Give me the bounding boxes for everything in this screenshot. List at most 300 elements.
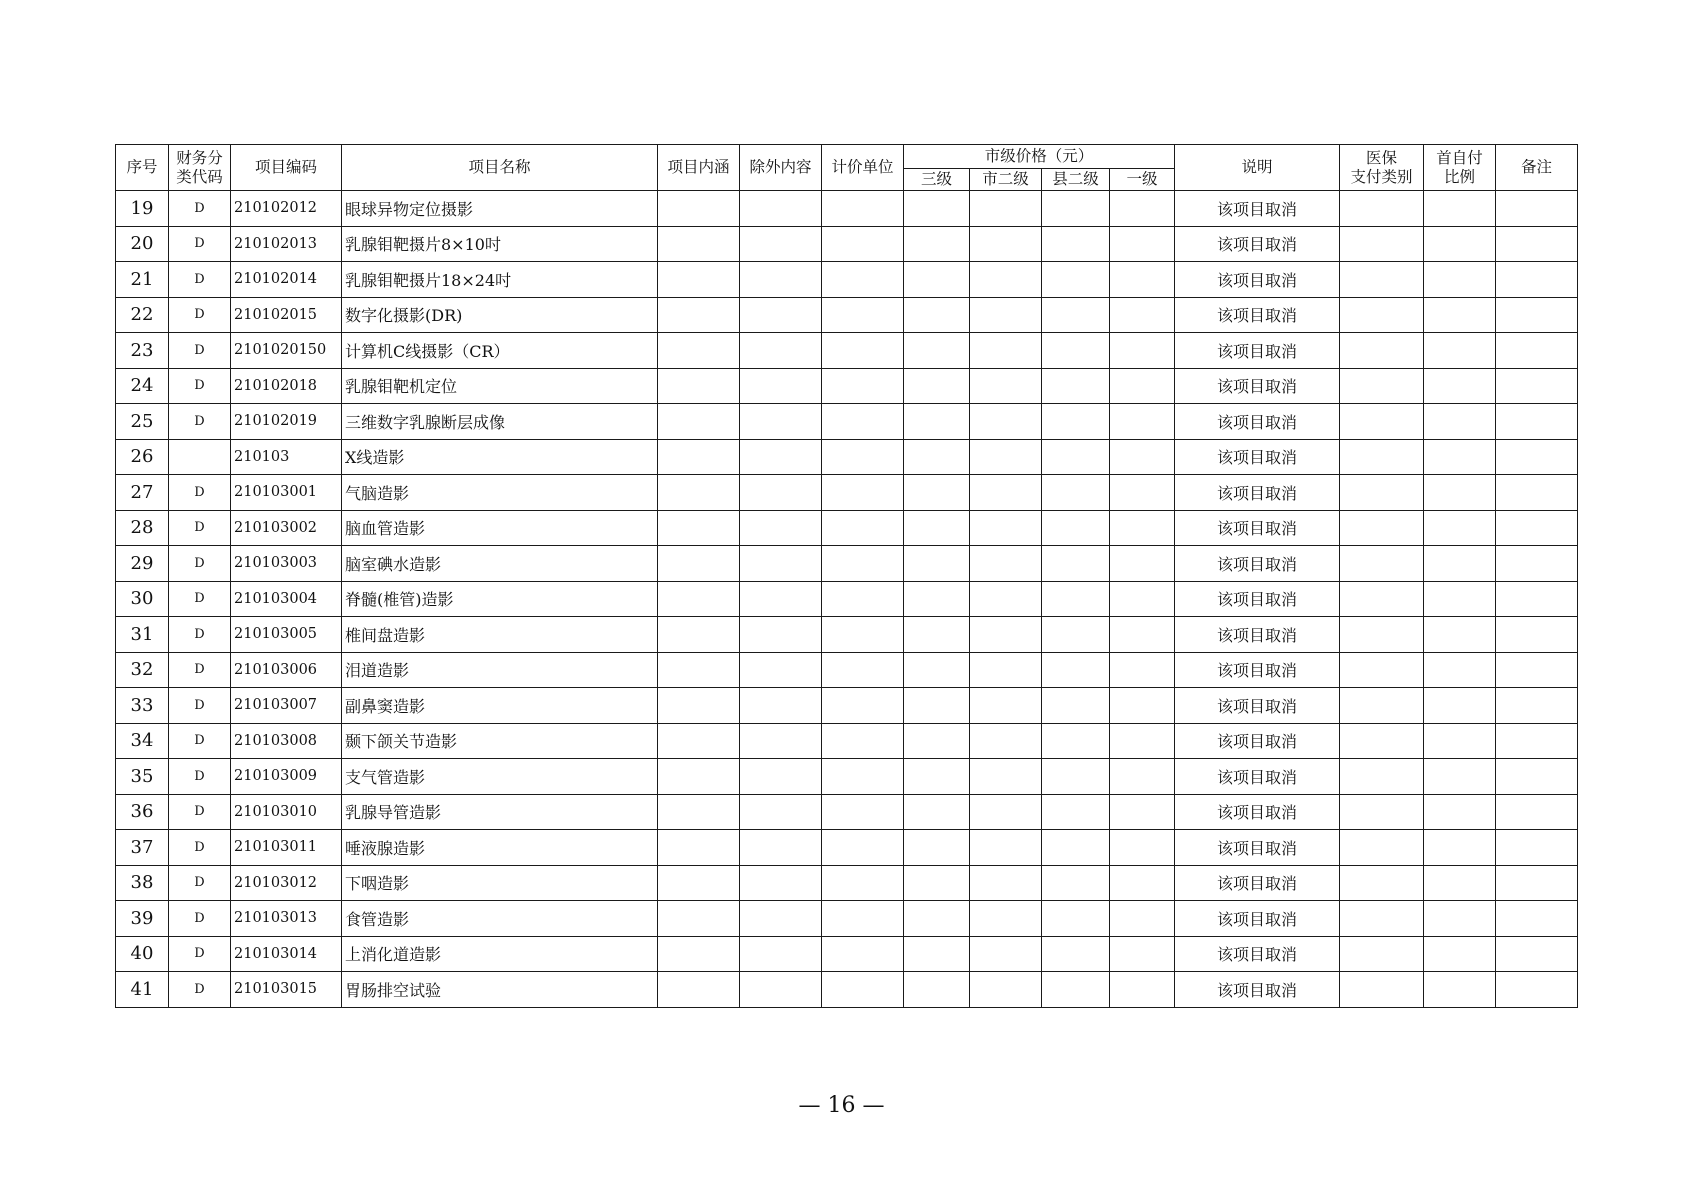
cell-price-city-2 xyxy=(970,404,1042,440)
cell-connotation xyxy=(658,901,740,937)
cell-price-level-1 xyxy=(1110,439,1175,475)
cell-connotation xyxy=(658,546,740,582)
cell-insurance xyxy=(1340,972,1424,1008)
cell-unit xyxy=(822,510,904,546)
cell-self-pay xyxy=(1424,617,1496,653)
header-insurance-line2: 支付类别 xyxy=(1350,167,1413,186)
cell-remarks xyxy=(1496,723,1578,759)
cell-insurance xyxy=(1340,368,1424,404)
cell-item-name: 乳腺钼靶摄片18×24吋 xyxy=(342,262,658,298)
cell-fin-code: D xyxy=(169,901,231,937)
cell-price-level-1 xyxy=(1110,688,1175,724)
cell-item-code: 210103001 xyxy=(231,475,342,511)
cell-item-code: 210102019 xyxy=(231,404,342,440)
cell-price-city-2 xyxy=(970,475,1042,511)
cell-fin-code: D xyxy=(169,617,231,653)
cell-description: 该项目取消 xyxy=(1175,475,1340,511)
cell-price-level-1 xyxy=(1110,972,1175,1008)
cell-price-city-2 xyxy=(970,191,1042,227)
cell-connotation xyxy=(658,191,740,227)
cell-insurance xyxy=(1340,226,1424,262)
cell-unit xyxy=(822,972,904,1008)
cell-fin-code: D xyxy=(169,865,231,901)
cell-item-code: 210103008 xyxy=(231,723,342,759)
cell-unit xyxy=(822,439,904,475)
cell-remarks xyxy=(1496,404,1578,440)
header-price-level-1: 一级 xyxy=(1110,169,1175,191)
cell-excluded xyxy=(740,972,822,1008)
cell-self-pay xyxy=(1424,723,1496,759)
cell-item-name: 脑血管造影 xyxy=(342,510,658,546)
cell-price-level-1 xyxy=(1110,759,1175,795)
cell-price-level-1 xyxy=(1110,830,1175,866)
header-price-county-2: 县二级 xyxy=(1042,169,1110,191)
cell-price-level-1 xyxy=(1110,475,1175,511)
cell-price-city-2 xyxy=(970,510,1042,546)
cell-seq: 21 xyxy=(116,262,169,298)
cell-item-code: 210102015 xyxy=(231,297,342,333)
cell-price-county-2 xyxy=(1042,617,1110,653)
cell-description: 该项目取消 xyxy=(1175,226,1340,262)
cell-fin-code: D xyxy=(169,368,231,404)
cell-unit xyxy=(822,297,904,333)
table-row xyxy=(116,262,1578,298)
cell-excluded xyxy=(740,191,822,227)
cell-connotation xyxy=(658,723,740,759)
cell-price-county-2 xyxy=(1042,581,1110,617)
cell-seq: 23 xyxy=(116,333,169,369)
cell-seq: 22 xyxy=(116,297,169,333)
cell-price-level-3 xyxy=(904,297,970,333)
cell-item-code: 210103010 xyxy=(231,794,342,830)
cell-price-level-3 xyxy=(904,794,970,830)
cell-description: 该项目取消 xyxy=(1175,297,1340,333)
cell-insurance xyxy=(1340,830,1424,866)
cell-item-code: 210103002 xyxy=(231,510,342,546)
cell-self-pay xyxy=(1424,297,1496,333)
cell-item-name: 乳腺导管造影 xyxy=(342,794,658,830)
cell-self-pay xyxy=(1424,972,1496,1008)
cell-unit xyxy=(822,475,904,511)
cell-price-county-2 xyxy=(1042,546,1110,582)
cell-excluded xyxy=(740,262,822,298)
cell-description: 该项目取消 xyxy=(1175,439,1340,475)
cell-description: 该项目取消 xyxy=(1175,617,1340,653)
cell-connotation xyxy=(658,865,740,901)
cell-remarks xyxy=(1496,333,1578,369)
cell-price-county-2 xyxy=(1042,475,1110,511)
cell-price-city-2 xyxy=(970,652,1042,688)
cell-connotation xyxy=(658,439,740,475)
cell-price-city-2 xyxy=(970,688,1042,724)
cell-price-city-2 xyxy=(970,226,1042,262)
cell-item-name: 气脑造影 xyxy=(342,475,658,511)
cell-fin-code xyxy=(169,439,231,475)
cell-self-pay xyxy=(1424,794,1496,830)
cell-description: 该项目取消 xyxy=(1175,581,1340,617)
cell-price-level-3 xyxy=(904,191,970,227)
cell-self-pay xyxy=(1424,368,1496,404)
cell-price-level-3 xyxy=(904,404,970,440)
cell-item-name: 副鼻窦造影 xyxy=(342,688,658,724)
cell-remarks xyxy=(1496,688,1578,724)
cell-connotation xyxy=(658,404,740,440)
cell-description: 该项目取消 xyxy=(1175,830,1340,866)
cell-price-county-2 xyxy=(1042,333,1110,369)
cell-price-level-1 xyxy=(1110,617,1175,653)
cell-description: 该项目取消 xyxy=(1175,972,1340,1008)
header-seq: 序号 xyxy=(116,145,169,191)
cell-insurance xyxy=(1340,688,1424,724)
cell-remarks xyxy=(1496,297,1578,333)
cell-self-pay xyxy=(1424,404,1496,440)
cell-self-pay xyxy=(1424,333,1496,369)
cell-connotation xyxy=(658,475,740,511)
cell-price-city-2 xyxy=(970,972,1042,1008)
cell-excluded xyxy=(740,759,822,795)
cell-unit xyxy=(822,688,904,724)
header-fin-code-line2: 类代码 xyxy=(176,167,223,186)
cell-self-pay xyxy=(1424,262,1496,298)
cell-fin-code: D xyxy=(169,759,231,795)
cell-price-city-2 xyxy=(970,546,1042,582)
cell-excluded xyxy=(740,297,822,333)
cell-price-county-2 xyxy=(1042,794,1110,830)
cell-seq: 25 xyxy=(116,404,169,440)
cell-insurance xyxy=(1340,404,1424,440)
cell-remarks xyxy=(1496,510,1578,546)
cell-price-city-2 xyxy=(970,936,1042,972)
cell-unit xyxy=(822,404,904,440)
cell-remarks xyxy=(1496,546,1578,582)
cell-description: 该项目取消 xyxy=(1175,333,1340,369)
cell-fin-code: D xyxy=(169,652,231,688)
cell-price-city-2 xyxy=(970,617,1042,653)
cell-seq: 30 xyxy=(116,581,169,617)
cell-unit xyxy=(822,759,904,795)
cell-fin-code: D xyxy=(169,936,231,972)
cell-fin-code: D xyxy=(169,297,231,333)
cell-insurance xyxy=(1340,936,1424,972)
cell-price-city-2 xyxy=(970,439,1042,475)
cell-seq: 24 xyxy=(116,368,169,404)
cell-item-name: 三维数字乳腺断层成像 xyxy=(342,404,658,440)
cell-item-code: 210103009 xyxy=(231,759,342,795)
cell-connotation xyxy=(658,333,740,369)
cell-price-city-2 xyxy=(970,333,1042,369)
cell-seq: 33 xyxy=(116,688,169,724)
cell-insurance xyxy=(1340,759,1424,795)
cell-price-city-2 xyxy=(970,723,1042,759)
table-row xyxy=(116,439,1578,475)
cell-insurance xyxy=(1340,723,1424,759)
cell-price-level-1 xyxy=(1110,936,1175,972)
cell-excluded xyxy=(740,510,822,546)
header-excluded: 除外内容 xyxy=(740,145,822,191)
cell-connotation xyxy=(658,830,740,866)
cell-unit xyxy=(822,794,904,830)
cell-self-pay xyxy=(1424,546,1496,582)
cell-item-name: 乳腺钼靶机定位 xyxy=(342,368,658,404)
cell-price-level-3 xyxy=(904,901,970,937)
cell-unit xyxy=(822,617,904,653)
cell-item-name: 脑室碘水造影 xyxy=(342,546,658,582)
cell-price-level-3 xyxy=(904,368,970,404)
cell-description: 该项目取消 xyxy=(1175,510,1340,546)
cell-unit xyxy=(822,226,904,262)
cell-seq: 34 xyxy=(116,723,169,759)
cell-description: 该项目取消 xyxy=(1175,936,1340,972)
cell-price-city-2 xyxy=(970,830,1042,866)
cell-price-level-3 xyxy=(904,439,970,475)
header-unit: 计价单位 xyxy=(822,145,904,191)
cell-seq: 19 xyxy=(116,191,169,227)
cell-price-level-1 xyxy=(1110,404,1175,440)
cell-price-city-2 xyxy=(970,297,1042,333)
cell-item-code: 2101020150 xyxy=(231,333,342,369)
cell-price-level-3 xyxy=(904,475,970,511)
table-row xyxy=(116,830,1578,866)
cell-remarks xyxy=(1496,581,1578,617)
cell-fin-code: D xyxy=(169,830,231,866)
cell-unit xyxy=(822,865,904,901)
cell-item-name: 食管造影 xyxy=(342,901,658,937)
cell-seq: 35 xyxy=(116,759,169,795)
cell-fin-code: D xyxy=(169,723,231,759)
cell-price-level-3 xyxy=(904,830,970,866)
header-price-city-2: 市二级 xyxy=(970,169,1042,191)
cell-seq: 26 xyxy=(116,439,169,475)
cell-item-code: 210103012 xyxy=(231,865,342,901)
cell-fin-code: D xyxy=(169,794,231,830)
cell-price-county-2 xyxy=(1042,759,1110,795)
cell-connotation xyxy=(658,972,740,1008)
cell-self-pay xyxy=(1424,226,1496,262)
cell-description: 该项目取消 xyxy=(1175,901,1340,937)
cell-seq: 37 xyxy=(116,830,169,866)
cell-price-level-3 xyxy=(904,333,970,369)
table-row xyxy=(116,972,1578,1008)
cell-price-city-2 xyxy=(970,262,1042,298)
cell-item-name: X线造影 xyxy=(342,439,658,475)
table-row xyxy=(116,333,1578,369)
table-row xyxy=(116,652,1578,688)
cell-price-level-1 xyxy=(1110,546,1175,582)
table-row xyxy=(116,759,1578,795)
cell-remarks xyxy=(1496,439,1578,475)
cell-self-pay xyxy=(1424,652,1496,688)
cell-seq: 40 xyxy=(116,936,169,972)
cell-fin-code: D xyxy=(169,546,231,582)
cell-description: 该项目取消 xyxy=(1175,652,1340,688)
cell-price-level-3 xyxy=(904,723,970,759)
cell-description: 该项目取消 xyxy=(1175,865,1340,901)
cell-excluded xyxy=(740,865,822,901)
page-number: — 16 — xyxy=(798,1093,885,1118)
cell-price-level-3 xyxy=(904,972,970,1008)
cell-insurance xyxy=(1340,262,1424,298)
cell-excluded xyxy=(740,226,822,262)
cell-seq: 41 xyxy=(116,972,169,1008)
cell-price-county-2 xyxy=(1042,723,1110,759)
cell-price-county-2 xyxy=(1042,688,1110,724)
cell-seq: 39 xyxy=(116,901,169,937)
cell-item-code: 210103007 xyxy=(231,688,342,724)
cell-unit xyxy=(822,262,904,298)
cell-price-county-2 xyxy=(1042,404,1110,440)
cell-remarks xyxy=(1496,226,1578,262)
cell-insurance xyxy=(1340,794,1424,830)
cell-price-level-1 xyxy=(1110,368,1175,404)
cell-excluded xyxy=(740,652,822,688)
cell-seq: 29 xyxy=(116,546,169,582)
cell-item-name: 脊髓(椎管)造影 xyxy=(342,581,658,617)
cell-price-level-3 xyxy=(904,759,970,795)
header-connotation: 项目内涵 xyxy=(658,145,740,191)
cell-self-pay xyxy=(1424,191,1496,227)
cell-self-pay xyxy=(1424,759,1496,795)
cell-connotation xyxy=(658,368,740,404)
cell-price-level-1 xyxy=(1110,510,1175,546)
cell-item-name: 颞下颌关节造影 xyxy=(342,723,658,759)
cell-excluded xyxy=(740,333,822,369)
cell-self-pay xyxy=(1424,475,1496,511)
header-price-level-3: 三级 xyxy=(904,169,970,191)
cell-remarks xyxy=(1496,972,1578,1008)
cell-item-name: 支气管造影 xyxy=(342,759,658,795)
cell-item-code: 210102018 xyxy=(231,368,342,404)
cell-fin-code: D xyxy=(169,688,231,724)
header-fin-code-line1: 财务分 xyxy=(176,148,223,167)
cell-connotation xyxy=(658,794,740,830)
cell-fin-code: D xyxy=(169,510,231,546)
cell-description: 该项目取消 xyxy=(1175,723,1340,759)
cell-unit xyxy=(822,333,904,369)
cell-excluded xyxy=(740,475,822,511)
cell-price-level-1 xyxy=(1110,297,1175,333)
cell-price-level-3 xyxy=(904,936,970,972)
cell-price-level-3 xyxy=(904,546,970,582)
cell-excluded xyxy=(740,830,822,866)
cell-connotation xyxy=(658,617,740,653)
cell-connotation xyxy=(658,297,740,333)
cell-excluded xyxy=(740,723,822,759)
table-body xyxy=(116,191,1578,1008)
cell-remarks xyxy=(1496,759,1578,795)
cell-connotation xyxy=(658,688,740,724)
cell-seq: 28 xyxy=(116,510,169,546)
cell-fin-code: D xyxy=(169,333,231,369)
cell-price-level-1 xyxy=(1110,191,1175,227)
cell-price-county-2 xyxy=(1042,901,1110,937)
cell-price-city-2 xyxy=(970,581,1042,617)
cell-remarks xyxy=(1496,368,1578,404)
cell-item-name: 唾液腺造影 xyxy=(342,830,658,866)
header-insurance-line1: 医保 xyxy=(1366,148,1398,167)
cell-item-name: 乳腺钼靶摄片8×10吋 xyxy=(342,226,658,262)
cell-unit xyxy=(822,936,904,972)
cell-price-county-2 xyxy=(1042,936,1110,972)
header-description: 说明 xyxy=(1175,145,1340,191)
cell-price-city-2 xyxy=(970,865,1042,901)
table-row xyxy=(116,297,1578,333)
cell-remarks xyxy=(1496,865,1578,901)
cell-description: 该项目取消 xyxy=(1175,404,1340,440)
cell-price-level-1 xyxy=(1110,226,1175,262)
cell-self-pay xyxy=(1424,901,1496,937)
cell-connotation xyxy=(658,262,740,298)
cell-self-pay xyxy=(1424,581,1496,617)
cell-item-code: 210102012 xyxy=(231,191,342,227)
cell-price-city-2 xyxy=(970,901,1042,937)
cell-seq: 31 xyxy=(116,617,169,653)
cell-item-code: 210103003 xyxy=(231,546,342,582)
cell-seq: 36 xyxy=(116,794,169,830)
cell-self-pay xyxy=(1424,936,1496,972)
table-row xyxy=(116,617,1578,653)
cell-item-code: 210103015 xyxy=(231,972,342,1008)
cell-insurance xyxy=(1340,652,1424,688)
cell-item-name: 计算机C线摄影（CR） xyxy=(342,333,658,369)
cell-excluded xyxy=(740,368,822,404)
cell-remarks xyxy=(1496,652,1578,688)
cell-description: 该项目取消 xyxy=(1175,368,1340,404)
cell-item-code: 210103011 xyxy=(231,830,342,866)
table-row xyxy=(116,191,1578,227)
cell-fin-code: D xyxy=(169,191,231,227)
cell-insurance xyxy=(1340,297,1424,333)
cell-excluded xyxy=(740,901,822,937)
table-header xyxy=(116,145,1578,191)
cell-fin-code: D xyxy=(169,581,231,617)
cell-price-level-1 xyxy=(1110,865,1175,901)
cell-excluded xyxy=(740,546,822,582)
cell-connotation xyxy=(658,510,740,546)
cell-price-level-3 xyxy=(904,226,970,262)
cell-price-level-3 xyxy=(904,510,970,546)
cell-excluded xyxy=(740,581,822,617)
cell-excluded xyxy=(740,936,822,972)
cell-remarks xyxy=(1496,830,1578,866)
cell-price-level-3 xyxy=(904,652,970,688)
cell-remarks xyxy=(1496,794,1578,830)
cell-insurance xyxy=(1340,546,1424,582)
cell-connotation xyxy=(658,652,740,688)
cell-remarks xyxy=(1496,191,1578,227)
cell-connotation xyxy=(658,936,740,972)
cell-item-code: 210103004 xyxy=(231,581,342,617)
cell-unit xyxy=(822,723,904,759)
cell-item-code: 210103005 xyxy=(231,617,342,653)
cell-description: 该项目取消 xyxy=(1175,262,1340,298)
table-row xyxy=(116,688,1578,724)
table-row xyxy=(116,794,1578,830)
cell-insurance xyxy=(1340,581,1424,617)
cell-price-level-1 xyxy=(1110,794,1175,830)
cell-insurance xyxy=(1340,439,1424,475)
cell-fin-code: D xyxy=(169,972,231,1008)
table-row xyxy=(116,226,1578,262)
cell-self-pay xyxy=(1424,865,1496,901)
cell-unit xyxy=(822,901,904,937)
header-self-pay xyxy=(1424,145,1496,191)
cell-remarks xyxy=(1496,475,1578,511)
cell-item-code: 210103006 xyxy=(231,652,342,688)
cell-seq: 20 xyxy=(116,226,169,262)
cell-item-name: 下咽造影 xyxy=(342,865,658,901)
cell-item-code: 210103013 xyxy=(231,901,342,937)
header-fin-code xyxy=(169,145,231,191)
